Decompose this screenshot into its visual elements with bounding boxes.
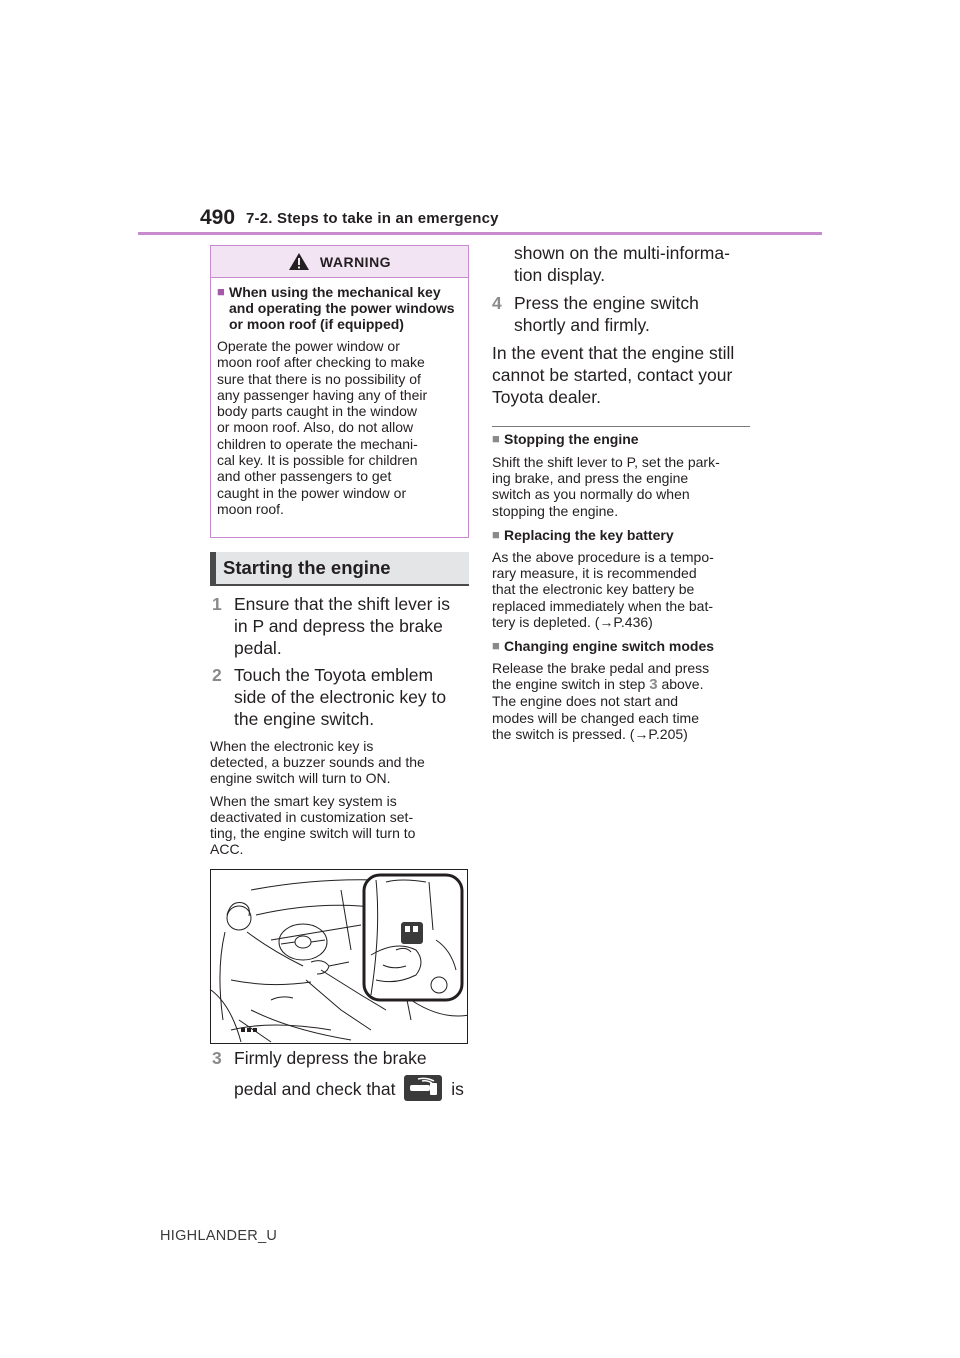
step-line-text: is bbox=[451, 1079, 464, 1099]
conclusion-line: Toyota dealer. bbox=[492, 387, 601, 407]
step-line-with-icon bbox=[234, 1075, 464, 1101]
key-indicator-icon bbox=[404, 1075, 442, 1101]
step-3-continued bbox=[514, 242, 730, 286]
warning-label: WARNING bbox=[319, 253, 392, 270]
info-title-battery bbox=[492, 527, 674, 543]
step-line: Ensure that the shift lever is bbox=[234, 594, 450, 614]
info-title-modes bbox=[492, 638, 714, 654]
info-line: the switch is pressed. (→P.205) bbox=[492, 725, 688, 742]
section-heading bbox=[210, 552, 469, 586]
step-line: Press the engine switch bbox=[514, 293, 699, 313]
step-4 bbox=[492, 292, 699, 336]
step-line: Touch the Toyota emblem bbox=[234, 665, 434, 685]
info-line-text: above. bbox=[661, 676, 704, 693]
step-reference: 3 bbox=[649, 676, 658, 694]
note-line: deactivated in customization set- bbox=[210, 809, 414, 825]
info-line: tery is depleted. (→P.436) bbox=[492, 613, 653, 630]
warning-line: moon roof after checking to make bbox=[217, 354, 425, 371]
square-bullet-icon: ■ bbox=[217, 284, 225, 299]
info-text-stopping bbox=[492, 454, 720, 519]
info-title-text: Replacing the key battery bbox=[504, 527, 674, 543]
warning-line: children to operate the mechani- bbox=[217, 435, 418, 452]
step-line: Firmly depress the brake bbox=[234, 1048, 427, 1068]
warning-header bbox=[211, 246, 468, 278]
square-bullet-icon: ■ bbox=[492, 638, 500, 653]
info-line: Release the brake pedal and press bbox=[492, 660, 710, 676]
note-line: When the electronic key is bbox=[210, 738, 374, 754]
step-number: 1 bbox=[212, 594, 222, 614]
square-bullet-icon: ■ bbox=[492, 527, 500, 542]
warning-line: any passenger having any of their bbox=[217, 386, 428, 403]
info-line-with-step-ref bbox=[492, 676, 709, 693]
info-line: replaced immediately when the bat- bbox=[492, 597, 714, 614]
page-number: 490 bbox=[200, 206, 236, 229]
section-title: 7-2. Steps to take in an emergency bbox=[246, 210, 499, 227]
key-fob-icon bbox=[401, 922, 423, 944]
warning-line: cal key. It is possible for children bbox=[217, 452, 418, 469]
warning-triangle-icon bbox=[288, 252, 310, 271]
square-bullet-icon: ■ bbox=[492, 431, 500, 446]
warning-line: Operate the power window or bbox=[217, 338, 400, 354]
section-heading-text: Starting the engine bbox=[223, 557, 391, 578]
footer-model: HIGHLANDER_U bbox=[160, 1228, 278, 1244]
step-1 bbox=[212, 593, 450, 659]
note-line: ACC. bbox=[210, 841, 244, 857]
note-line: engine switch will turn to ON. bbox=[210, 770, 391, 786]
info-line: stopping the engine. bbox=[492, 502, 619, 519]
step-number: 2 bbox=[212, 665, 222, 685]
warning-line: or moon roof. Also, do not allow bbox=[217, 419, 414, 436]
info-text-modes bbox=[492, 660, 709, 742]
info-text-battery bbox=[492, 549, 714, 630]
note-1 bbox=[210, 738, 425, 786]
conclusion-text bbox=[492, 342, 734, 408]
note-line: detected, a buzzer sounds and the bbox=[210, 754, 425, 770]
note-line: ting, the engine switch will turn to bbox=[210, 825, 416, 841]
warning-text bbox=[217, 338, 462, 517]
step-line: shortly and firmly. bbox=[514, 315, 650, 335]
warning-line: and other passengers to get bbox=[217, 468, 392, 485]
warning-title bbox=[217, 284, 462, 332]
step-line: in P and depress the brake bbox=[234, 616, 443, 636]
warning-line: body parts caught in the window bbox=[217, 403, 418, 420]
step-line: shown on the multi-informa- bbox=[514, 243, 730, 263]
step-2 bbox=[212, 664, 446, 730]
info-line: As the above procedure is a tempo- bbox=[492, 549, 714, 565]
info-line: ing brake, and press the engine bbox=[492, 470, 689, 487]
info-line: switch as you normally do when bbox=[492, 486, 690, 503]
warning-title-text: When using the mechanical key and operating the power windows or moon roof (if equipped) bbox=[229, 284, 455, 332]
info-line-text: the engine switch in step bbox=[492, 676, 646, 693]
note-line: When the smart key system is bbox=[210, 793, 397, 809]
conclusion-line: In the event that the engine still bbox=[492, 343, 735, 363]
info-line: that the electronic key battery be bbox=[492, 581, 695, 598]
warning-box bbox=[210, 245, 469, 538]
header-rule bbox=[138, 232, 822, 235]
warning-line: moon roof. bbox=[217, 500, 284, 517]
info-line: Shift the shift lever to P, set the park- bbox=[492, 454, 720, 470]
info-title-text: Changing engine switch modes bbox=[504, 638, 715, 654]
car-interior-illustration bbox=[211, 870, 468, 1044]
conclusion-line: cannot be started, contact your bbox=[492, 365, 733, 385]
warning-line: caught in the power window or bbox=[217, 484, 407, 501]
info-title-stopping bbox=[492, 431, 639, 447]
step-line: the engine switch. bbox=[234, 709, 375, 729]
step-line: pedal. bbox=[234, 638, 282, 658]
warning-line: sure that there is no possibility of bbox=[217, 370, 421, 387]
step-line: side of the electronic key to bbox=[234, 687, 447, 707]
step-3 bbox=[212, 1047, 464, 1101]
illustration-key-to-engine-switch bbox=[210, 869, 468, 1044]
step-line: tion display. bbox=[514, 265, 606, 285]
page-header bbox=[200, 206, 822, 232]
info-line: rary measure, it is recommended bbox=[492, 565, 697, 582]
info-line: modes will be changed each time bbox=[492, 709, 700, 726]
step-number: 4 bbox=[492, 293, 502, 313]
section-divider bbox=[492, 426, 750, 427]
note-2 bbox=[210, 793, 415, 857]
info-line: The engine does not start and bbox=[492, 693, 679, 710]
step-number: 3 bbox=[212, 1048, 222, 1068]
info-title-text: Stopping the engine bbox=[504, 431, 639, 447]
step-line-text: pedal and check that bbox=[234, 1079, 396, 1099]
warning-body bbox=[211, 278, 468, 517]
